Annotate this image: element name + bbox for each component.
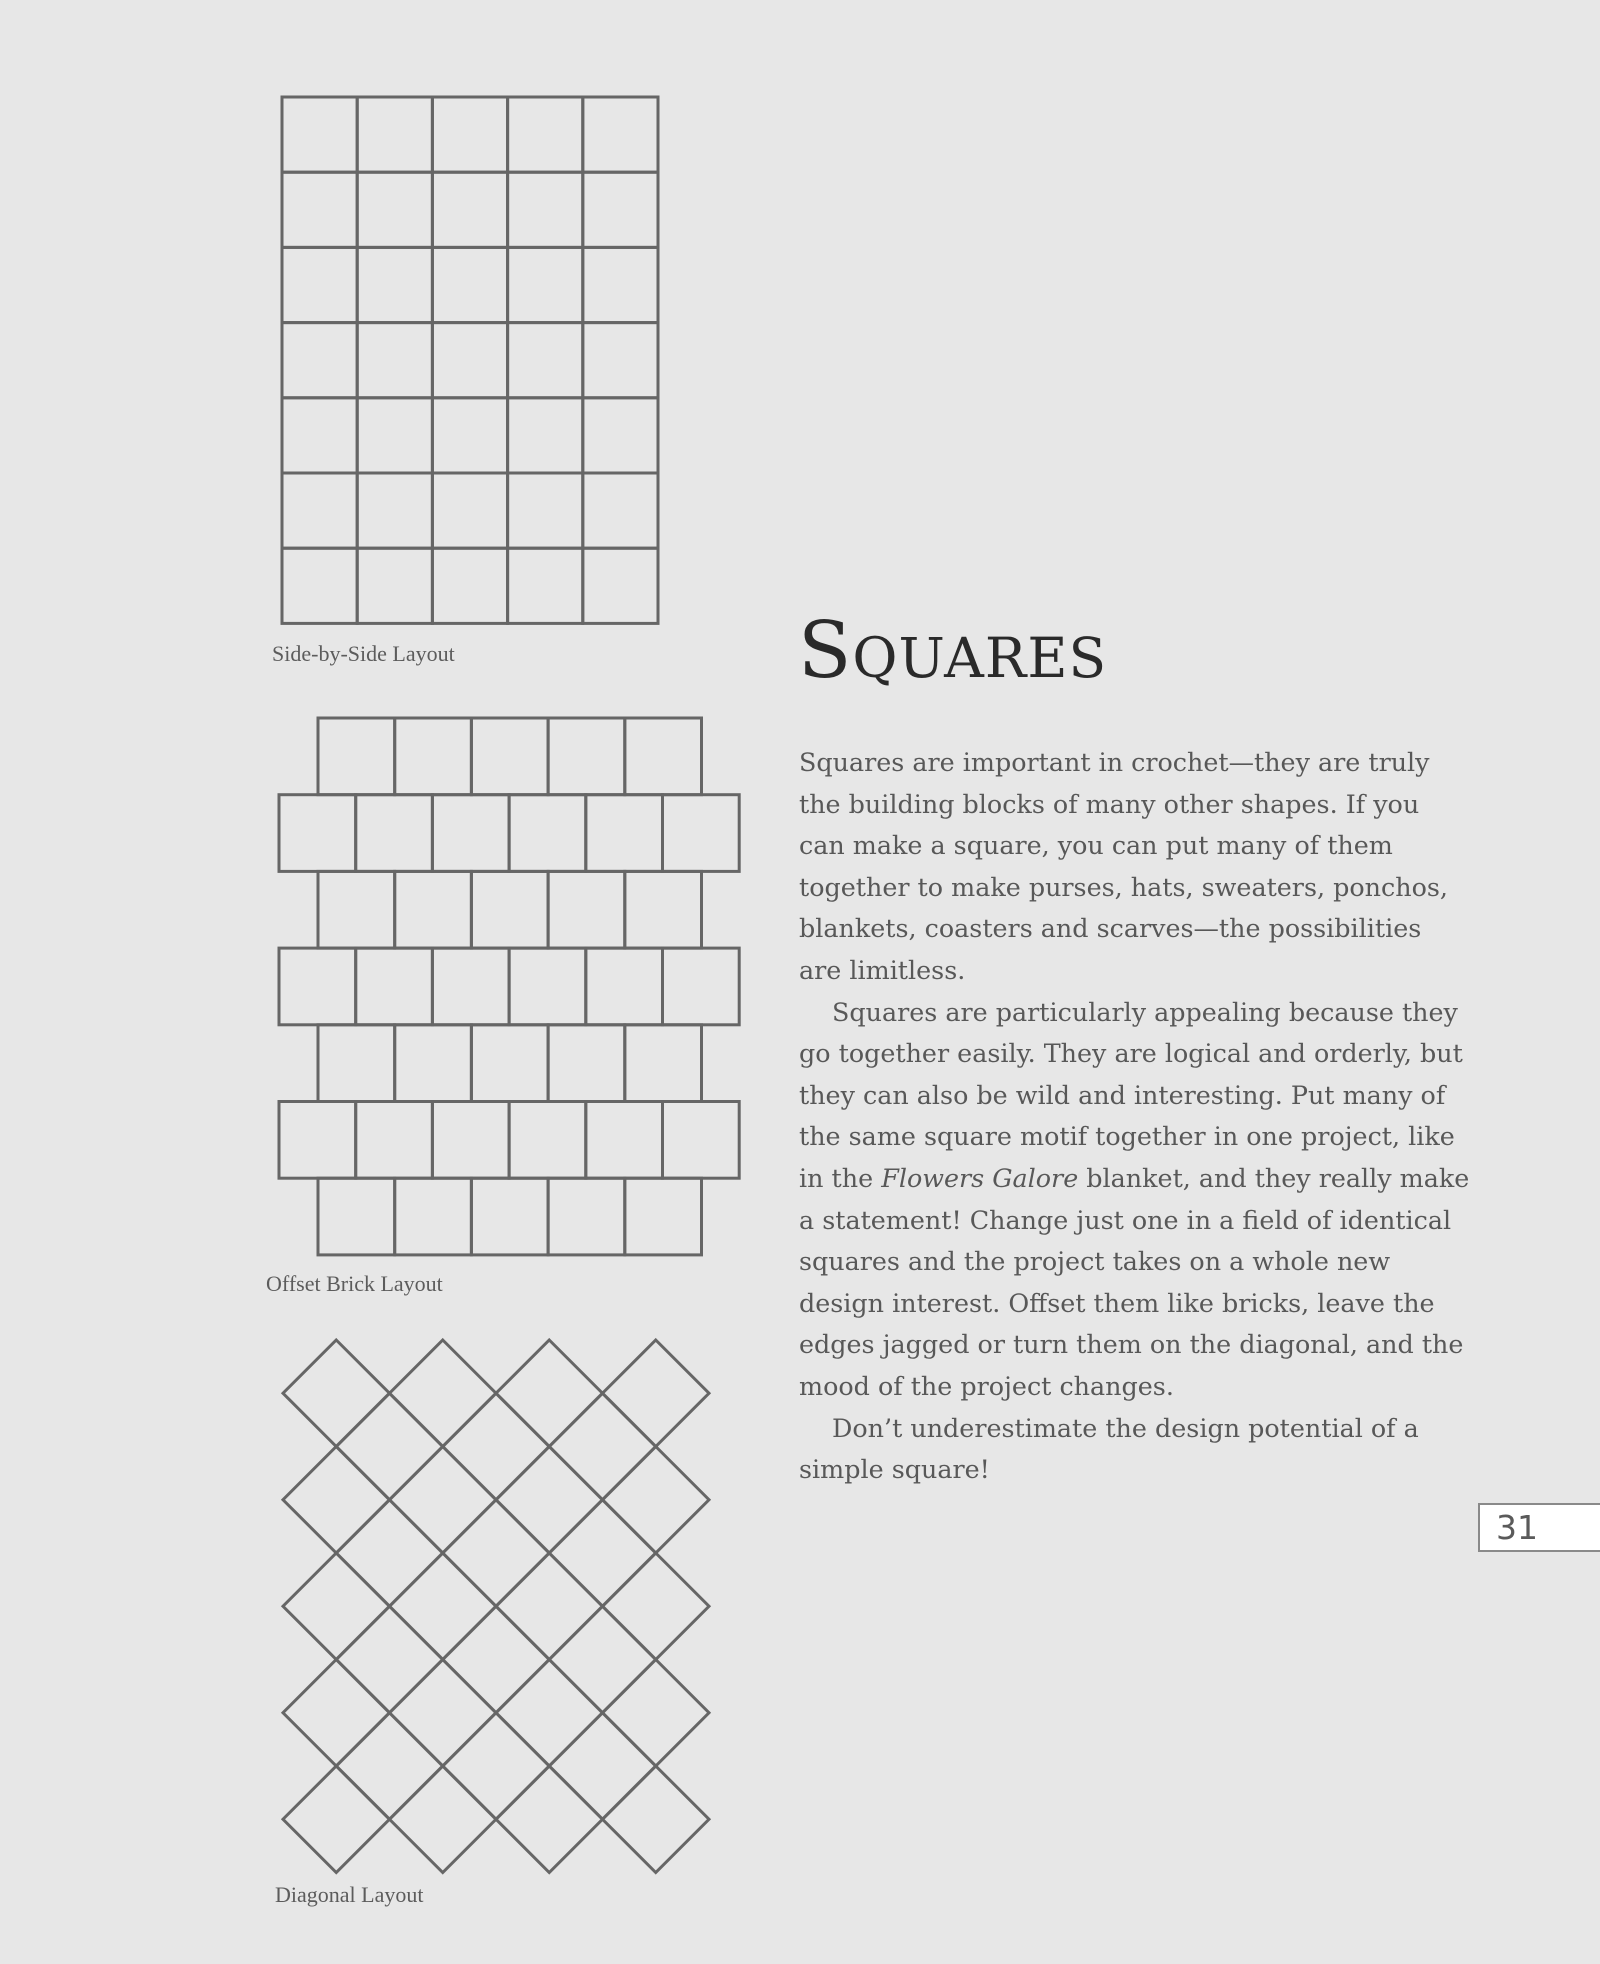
diamond-tile <box>443 1606 550 1713</box>
brick-tile <box>356 795 433 872</box>
square-tile <box>282 548 357 623</box>
diamond-tile <box>283 1766 390 1873</box>
square-tile <box>432 548 507 623</box>
square-tile <box>282 97 357 172</box>
diamond-tile <box>390 1660 497 1767</box>
square-tile <box>583 323 658 398</box>
brick-tile <box>356 1102 433 1179</box>
square-tile <box>282 247 357 322</box>
brick-tile <box>586 1102 663 1179</box>
diamond-tile <box>390 1340 497 1447</box>
brick-tile <box>471 1178 548 1255</box>
diamond-tile <box>603 1766 710 1873</box>
square-tile <box>357 323 432 398</box>
page-number-tab <box>1478 1503 1600 1552</box>
brick-tile <box>625 718 702 795</box>
diamond-tile <box>603 1553 710 1660</box>
square-tile <box>432 323 507 398</box>
brick-tile <box>432 795 509 872</box>
diamond-tile <box>603 1340 710 1447</box>
square-tile <box>508 548 583 623</box>
square-tile <box>583 548 658 623</box>
brick-tile <box>625 871 702 948</box>
page-number: 31 <box>1496 1508 1538 1547</box>
diamond-tile <box>283 1660 390 1767</box>
brick-tile <box>356 948 433 1025</box>
diamond-tile <box>390 1447 497 1554</box>
square-tile <box>583 172 658 247</box>
square-tile <box>508 398 583 473</box>
square-tile <box>508 323 583 398</box>
article-body <box>799 742 1471 1491</box>
square-tile <box>432 398 507 473</box>
diamond-tile <box>549 1393 656 1500</box>
square-tile <box>583 97 658 172</box>
brick-tile <box>625 1178 702 1255</box>
square-tile <box>282 172 357 247</box>
brick-tile <box>318 871 395 948</box>
square-tile <box>357 172 432 247</box>
brick-tile <box>395 1178 472 1255</box>
diamond-tile <box>549 1500 656 1607</box>
side-by-side-layout-diagram <box>282 97 658 623</box>
diamond-tile <box>496 1660 603 1767</box>
diamond-tile <box>443 1393 550 1500</box>
square-tile <box>357 548 432 623</box>
page-title: Squares <box>798 606 1108 696</box>
diamond-tile <box>496 1553 603 1660</box>
square-tile <box>583 247 658 322</box>
offset-brick-layout-diagram <box>279 718 739 1255</box>
diamond-tile <box>496 1340 603 1447</box>
brick-tile <box>663 1102 740 1179</box>
brick-tile <box>548 871 625 948</box>
brick-tile <box>509 795 586 872</box>
diamond-tile <box>496 1447 603 1554</box>
brick-tile <box>509 948 586 1025</box>
brick-tile <box>548 1025 625 1102</box>
side-by-side-layout-caption: Side-by-Side Layout <box>272 641 455 666</box>
paragraph-2-text-end: blanket, and they really make a statement! Change just one in a field of identical squares and the project takes on a whole new design interest. Offset them like bricks, leave the edges jagged or turn them on the diagonal, and the mood of the project changes. <box>799 1162 1470 1401</box>
diamond-tile <box>549 1606 656 1713</box>
square-tile <box>432 97 507 172</box>
project-name-flowers-galore: Flowers Galore <box>881 1162 1079 1193</box>
brick-tile <box>318 1025 395 1102</box>
square-tile <box>432 247 507 322</box>
brick-tile <box>318 718 395 795</box>
brick-tile <box>395 718 472 795</box>
brick-tile <box>432 1102 509 1179</box>
diamond-tile <box>390 1766 497 1873</box>
diamond-tile <box>283 1553 390 1660</box>
brick-tile <box>663 795 740 872</box>
brick-tile <box>586 795 663 872</box>
square-tile <box>583 473 658 548</box>
square-tile <box>432 473 507 548</box>
square-tile <box>508 172 583 247</box>
diamond-tile <box>443 1713 550 1820</box>
brick-tile <box>432 948 509 1025</box>
offset-brick-layout-caption: Offset Brick Layout <box>266 1271 443 1296</box>
square-tile <box>508 247 583 322</box>
square-tile <box>357 398 432 473</box>
diamond-tile <box>336 1500 443 1607</box>
paragraph-1: Squares are important in crochet—they are truly the building blocks of many other shapes. If you can make a square, you can put many of them together to make purses, hats, sweaters, ponchos, blankets, coasters and scarves—the possibilities are limitless. <box>799 747 1448 985</box>
diamond-tile <box>336 1606 443 1713</box>
square-tile <box>357 97 432 172</box>
square-tile <box>282 398 357 473</box>
brick-tile <box>548 1178 625 1255</box>
paragraph-2 <box>799 992 1471 1408</box>
square-tile <box>282 323 357 398</box>
brick-tile <box>548 718 625 795</box>
brick-tile <box>509 1102 586 1179</box>
diamond-tile <box>603 1447 710 1554</box>
diamond-tile <box>283 1340 390 1447</box>
diagonal-layout-caption: Diagonal Layout <box>275 1882 424 1907</box>
brick-tile <box>586 948 663 1025</box>
diamond-tile <box>496 1766 603 1873</box>
brick-tile <box>625 1025 702 1102</box>
square-tile <box>357 247 432 322</box>
square-tile <box>357 473 432 548</box>
brick-tile <box>395 1025 472 1102</box>
brick-tile <box>471 871 548 948</box>
paragraph-3: Don’t underestimate the design potential of a simple square! <box>799 1412 1419 1485</box>
square-tile <box>282 473 357 548</box>
brick-tile <box>471 718 548 795</box>
diamond-tile <box>336 1713 443 1820</box>
square-tile <box>583 398 658 473</box>
brick-tile <box>395 871 472 948</box>
brick-tile <box>279 948 356 1025</box>
brick-tile <box>279 795 356 872</box>
square-tile <box>508 97 583 172</box>
diamond-tile <box>443 1500 550 1607</box>
brick-tile <box>318 1178 395 1255</box>
brick-tile <box>279 1102 356 1179</box>
diagonal-layout-diagram <box>283 1340 709 1873</box>
brick-tile <box>471 1025 548 1102</box>
diamond-tile <box>283 1447 390 1554</box>
diamond-tile <box>603 1660 710 1767</box>
diamond-tile <box>549 1713 656 1820</box>
diamond-tile <box>390 1553 497 1660</box>
square-tile <box>508 473 583 548</box>
square-tile <box>432 172 507 247</box>
paragraph-2-text-start: Squares are particularly appealing because they go together easily. They are logical and orderly, but they can also be wild and interesting. Put many of the same square motif together in one project, like in the <box>799 996 1463 1193</box>
diamond-tile <box>336 1393 443 1500</box>
brick-tile <box>663 948 740 1025</box>
